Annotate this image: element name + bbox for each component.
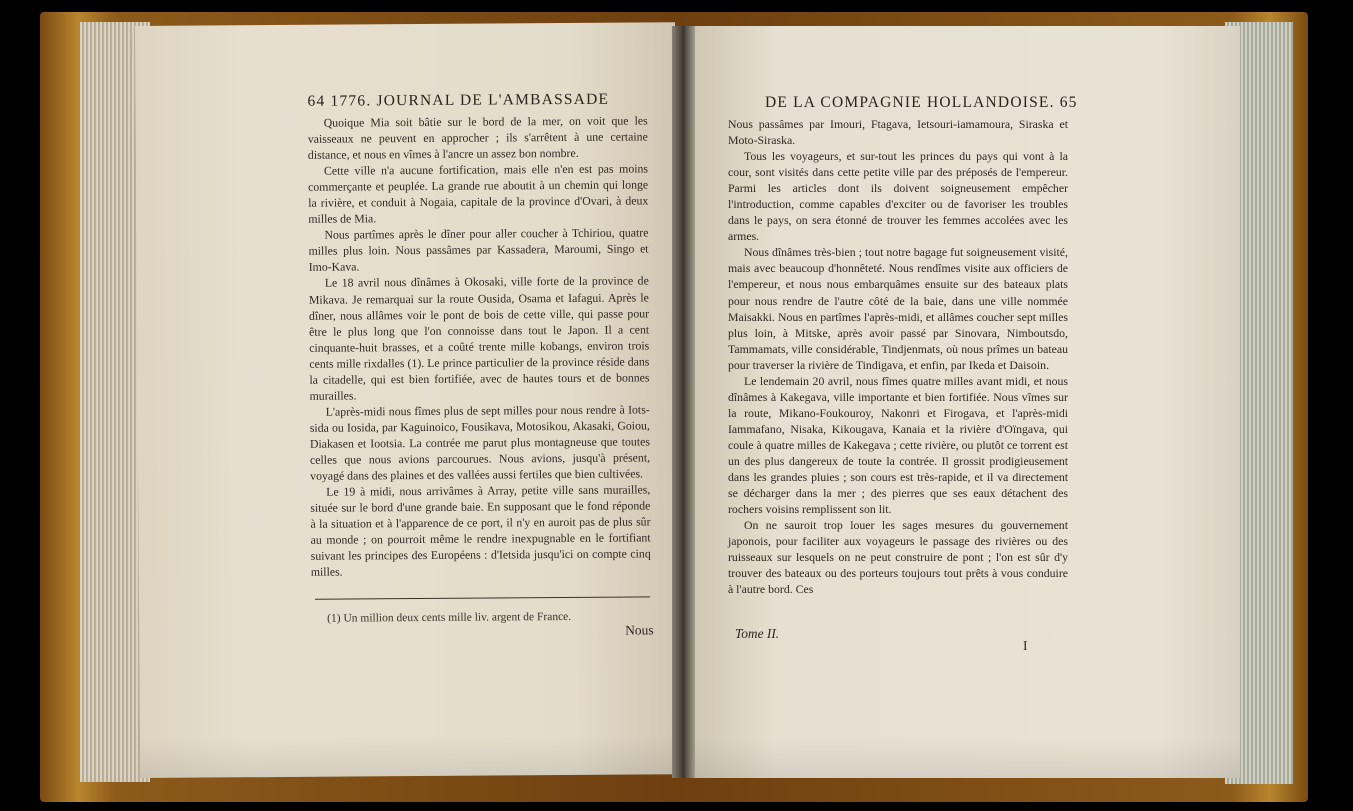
paragraph: Tous les voyageurs, et sur-tout les princes du pays qui vont à la cour, sont visités dans cette petite ville par des préposés de l'empereur. Parmi les articles dont ils doivent soigneusement empêcher l'introduction, comme capables d'exciter ou de favoriser les troubles dans le pays, on sera étonné de trouver les femmes accolées avec les armes. — [728, 149, 1068, 244]
paragraph: Nous dînâmes très-bien ; tout notre bagage fut soigneusement visité, mais avec beaucoup d'honnêteté. Nous rendîmes visite aux officiers de l'empereur, et nous nous embarquâmes ensuite sur des bateaux plats pour nous rendre de l'autre côté de la baie, dans une ville nommée Maisakki. Nous en partîmes l'après-midi, et allâmes coucher sept milles plus loin, à Mitske, après avoir passé par Sinovara, Nimboutsdo, Tammamats, ville considérable, Tindjenmats, où nous prîmes un bateau pour traverser la rivière de Tindigava, et enfin, par Ikeda et Daisoin. — [728, 245, 1068, 372]
paragraph: Le lendemain 20 avril, nous fîmes quatre milles avant midi, et nous dînâmes à Kakegava, ville importante et bien fortifiée. Nous vîmes sur la route, Mikano-Foukouroy, Nakonri et Firogava, et l'après-midi Iammafano, Nisaka, Kikougava, Kanaia et la rivière d'Oïngava, qui coule à quatre milles de Kakegava ; cette rivière, ou plutôt ce torrent est un des plus dangereux de toute la contrée. Il grossit prodigieusement dans les grandes pluies ; son cours est très-rapide, et il va directement se décharger dans la mer ; des pierres que ses eaux détachent des rochers voisins remplissent son lit. — [728, 373, 1068, 517]
paragraph: Quoique Mia soit bâtie sur le bord de la mer, on voit que les vaisseaux ne peuvent en approcher ; ils s'arrêtent à une certaine distance, et nous en vîmes à l'ancre un assez bon nombre. — [307, 113, 648, 162]
page-shadow — [140, 734, 680, 778]
running-head: 64 1776. JOURNAL DE L'AMBASSADE — [307, 90, 610, 110]
volume-signature: Tome II. — [735, 626, 780, 641]
paragraph: Nous passâmes par Imouri, Ftagava, Ietsouri-iamamoura, Siraska et Moto-Siraska. — [728, 117, 1068, 148]
right-page — [695, 26, 1240, 778]
footnote-rule — [315, 596, 650, 599]
signature-mark: I — [1023, 638, 1028, 653]
paragraph: Nous partîmes après le dîner pour aller coucher à Tchiriou, quatre milles plus loin. Nous passâmes par Kassadera, Maroumi, Singo et Imo-Kava. — [308, 225, 649, 275]
left-page — [135, 22, 680, 778]
paragraph: Cette ville n'a aucune fortification, mais elle n'en est pas moins commerçante et peuplée. La grande rue aboutit à un chemin qui longe la rivière, et conduit à Nogaia, capitale de la province d'Ovari, à deux milles de Mia. — [308, 161, 649, 227]
running-head: DE LA COMPAGNIE HOLLANDOISE. 65 — [765, 94, 1078, 111]
catchword: Nous — [625, 622, 654, 638]
footnote: (1) Un million deux cents mille liv. argent de France. — [327, 610, 572, 625]
page-body — [728, 116, 1068, 597]
page-shadow — [695, 738, 1240, 778]
page-body — [308, 112, 651, 580]
paragraph: Le 19 à midi, nous arrivâmes à Array, petite ville sans murailles, située sur le bord d'une grande baie. En supposant que le fond réponde à la situation et à l'apparence de ce port, il n'y en auroit pas de plus sûr au monde ; on pourroit même le rendre inexpugnable en le fortifiant suivant les principes des Européens : d'Ietsida jusqu'ici on compte cinq milles. — [310, 482, 651, 580]
paragraph: L'après-midi nous fîmes plus de sept milles pour nous rendre à Iots-sida ou Iosida, par Kaguinoico, Fousikava, Motosikou, Akasaki, Goiou, Diakasen et Iootsia. La contrée me parut plus montagneuse que toutes celles que nous avions parcourues. Nous avions, jusqu'à présent, voyagé dans des plaines et des vallées aussi fertiles que bien cultivées. — [309, 402, 651, 483]
paragraph: On ne sauroit trop louer les sages mesures du gouvernement japonois, pour faciliter aux voyageurs le passage des rivières ou des ruisseaux sur lesquels on ne peut construire de pont ; l'on est sûr d'y trouver des bateaux ou des porteurs toujours tout prêts à vous conduire à l'autre bord. Ces — [728, 518, 1068, 597]
paragraph: Le 18 avril nous dînâmes à Okosaki, ville forte de la province de Mikava. Je remarquai sur la route Ousida, Osama et Iafagui. Après le dîner, nous allâmes voir le pont de bois de cette ville, qui passe pour être le plus long que l'on connoisse dans tout le Japon. Il a cent cinquante-huit brasses, et a coûté trente mille kobangs, environ trois cents mille rixdalles (1). Le prince particulier de la province réside dans la citadelle, qui est bien fortifiée, avec de hautes tours et de bonnes murailles. — [308, 273, 650, 403]
